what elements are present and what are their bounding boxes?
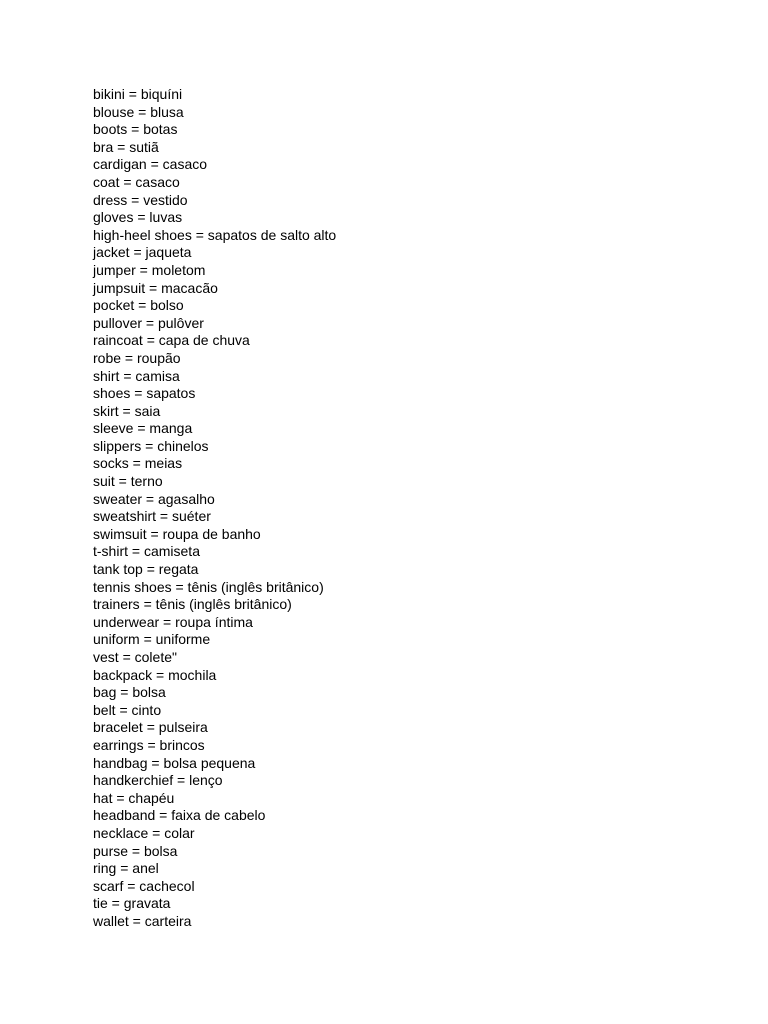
vocabulary-entry: handbag = bolsa pequena bbox=[93, 754, 256, 771]
vocabulary-entry: backpack = mochila bbox=[93, 666, 217, 683]
vocabulary-entry: dress = vestido bbox=[93, 191, 188, 208]
vocabulary-entry: pocket = bolso bbox=[93, 297, 184, 314]
vocabulary-entry: pullover = pulôver bbox=[93, 314, 204, 331]
vocabulary-entry: blouse = blusa bbox=[93, 103, 184, 120]
vocabulary-entry: socks = meias bbox=[93, 455, 183, 472]
vocabulary-entry: bikini = biquíni bbox=[93, 86, 183, 102]
vocabulary-entry: scarf = cachecol bbox=[93, 877, 195, 894]
vocabulary-entry: suit = terno bbox=[93, 473, 163, 490]
vocabulary-entry: slippers = chinelos bbox=[93, 437, 209, 454]
vocabulary-entry: t-shirt = camiseta bbox=[93, 543, 200, 560]
vocabulary-entry: tank top = regata bbox=[93, 561, 199, 578]
vocabulary-list bbox=[93, 86, 336, 931]
vocabulary-entry: earrings = brincos bbox=[93, 736, 205, 753]
vocabulary-entry: robe = roupão bbox=[93, 349, 181, 366]
vocabulary-entry: bag = bolsa bbox=[93, 684, 166, 701]
vocabulary-entry: shirt = camisa bbox=[93, 367, 180, 384]
vocabulary-entry: cardigan = casaco bbox=[93, 156, 208, 173]
vocabulary-entry: handkerchief = lenço bbox=[93, 772, 223, 789]
vocabulary-entry: uniform = uniforme bbox=[93, 631, 211, 648]
vocabulary-entry: coat = casaco bbox=[93, 173, 180, 190]
vocabulary-entry: vest = colete" bbox=[93, 649, 177, 665]
vocabulary-entry: bracelet = pulseira bbox=[93, 719, 208, 736]
vocabulary-entry: shoes = sapatos bbox=[93, 385, 196, 402]
vocabulary-entry: jumper = moletom bbox=[93, 261, 206, 278]
vocabulary-entry: high-heel shoes = sapatos de salto alto bbox=[93, 226, 337, 243]
vocabulary-entry: trainers = tênis (inglês britânico) bbox=[93, 596, 292, 613]
vocabulary-entry: wallet = carteira bbox=[93, 912, 192, 929]
vocabulary-entry: skirt = saia bbox=[93, 402, 161, 419]
vocabulary-entry: boots = botas bbox=[93, 121, 178, 138]
vocabulary-entry: sleeve = manga bbox=[93, 420, 193, 437]
vocabulary-entry: tie = gravata bbox=[93, 895, 171, 912]
vocabulary-entry: jacket = jaqueta bbox=[93, 244, 192, 261]
vocabulary-entry: underwear = roupa íntima bbox=[93, 613, 253, 630]
vocabulary-entry: raincoat = capa de chuva bbox=[93, 332, 250, 349]
vocabulary-entry: sweatshirt = suéter bbox=[93, 508, 211, 525]
vocabulary-entry: ring = anel bbox=[93, 860, 159, 877]
vocabulary-entry: headband = faixa de cabelo bbox=[93, 807, 266, 824]
vocabulary-entry: hat = chapéu bbox=[93, 789, 175, 806]
vocabulary-entry: purse = bolsa bbox=[93, 842, 178, 859]
vocabulary-entry: necklace = colar bbox=[93, 824, 195, 841]
vocabulary-entry: sweater = agasalho bbox=[93, 490, 215, 507]
vocabulary-entry: swimsuit = roupa de banho bbox=[93, 525, 261, 542]
vocabulary-entry: tennis shoes = tênis (inglês britânico) bbox=[93, 578, 324, 595]
vocabulary-entry: belt = cinto bbox=[93, 701, 162, 718]
vocabulary-entry: bra = sutiã bbox=[93, 138, 159, 155]
vocabulary-entry: gloves = luvas bbox=[93, 209, 183, 226]
vocabulary-entry: jumpsuit = macacão bbox=[93, 279, 218, 296]
